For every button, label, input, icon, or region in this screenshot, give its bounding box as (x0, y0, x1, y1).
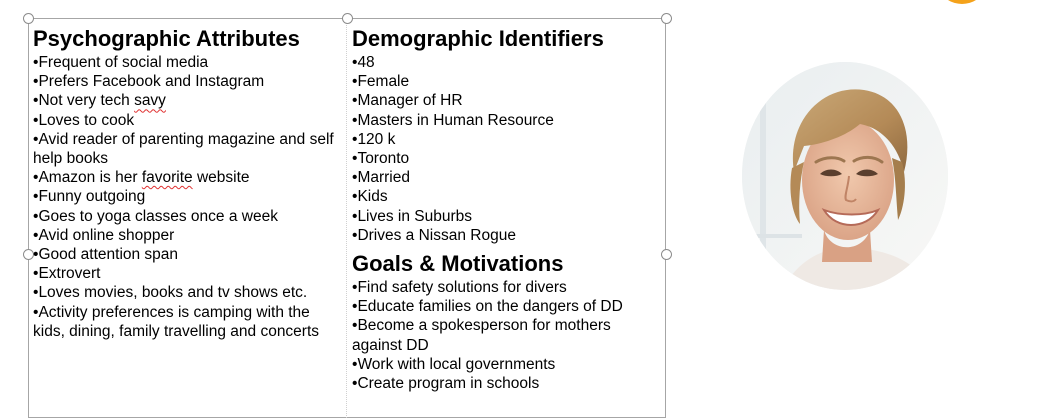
goals-heading: Goals & Motivations (352, 251, 564, 277)
list-item: • Loves to cook (33, 111, 343, 130)
list-item: • Loves movies, books and tv shows etc. (33, 283, 343, 302)
list-item: • Become a spokesperson for mothers against DD (352, 316, 657, 354)
list-item: • Educate families on the dangers of DD (352, 297, 657, 316)
list-item: • Find safety solutions for divers (352, 278, 657, 297)
list-item: • Extrovert (33, 264, 343, 283)
list-item: • Not very tech savy (33, 91, 343, 110)
list-item: • 120 k (352, 130, 657, 149)
resize-handle-middle-left[interactable] (23, 249, 34, 260)
list-item: • Toronto (352, 149, 657, 168)
list-item: • Funny outgoing (33, 187, 343, 206)
list-item: • Goes to yoga classes once a week (33, 207, 343, 226)
psychographic-list (33, 53, 343, 341)
persona-photo[interactable] (742, 62, 948, 290)
demographic-list (352, 53, 657, 245)
list-item: • Frequent of social media (33, 53, 343, 72)
orange-shape[interactable] (942, 0, 982, 4)
list-item: • Activity preferences is camping with the kids, dining, family travelling and concerts (33, 303, 343, 341)
list-item: • Married (352, 168, 657, 187)
resize-handle-top-left[interactable] (23, 13, 34, 24)
list-item: • 48 (352, 53, 657, 72)
list-item: • Masters in Human Resource (352, 111, 657, 130)
demographic-goals-section[interactable] (352, 25, 657, 393)
psychographic-section[interactable] (33, 25, 343, 341)
column-divider (346, 18, 347, 418)
resize-handle-middle-right[interactable] (661, 249, 672, 260)
list-item: • Amazon is her favorite website (33, 168, 343, 187)
spellcheck-underline[interactable]: savy (134, 92, 166, 110)
psychographic-heading: Psychographic Attributes (33, 26, 300, 51)
list-item: • Lives in Suburbs (352, 207, 657, 226)
spellcheck-underline[interactable]: favorite (141, 169, 193, 187)
list-item: • Drives a Nissan Rogue (352, 226, 657, 245)
list-item: • Good attention span (33, 245, 343, 264)
demographic-heading: Demographic Identifiers (352, 26, 604, 51)
list-item: • Avid reader of parenting magazine and self help books (33, 130, 343, 168)
resize-handle-top-center[interactable] (342, 13, 353, 24)
resize-handle-top-right[interactable] (661, 13, 672, 24)
list-item: • Female (352, 72, 657, 91)
persona-photo-icon (742, 62, 948, 290)
list-item: • Create program in schools (352, 374, 657, 393)
list-item: • Prefers Facebook and Instagram (33, 72, 343, 91)
list-item: • Work with local governments (352, 355, 657, 374)
list-item: • Avid online shopper (33, 226, 343, 245)
list-item: • Manager of HR (352, 91, 657, 110)
goals-list (352, 278, 657, 393)
list-item: • Kids (352, 187, 657, 206)
